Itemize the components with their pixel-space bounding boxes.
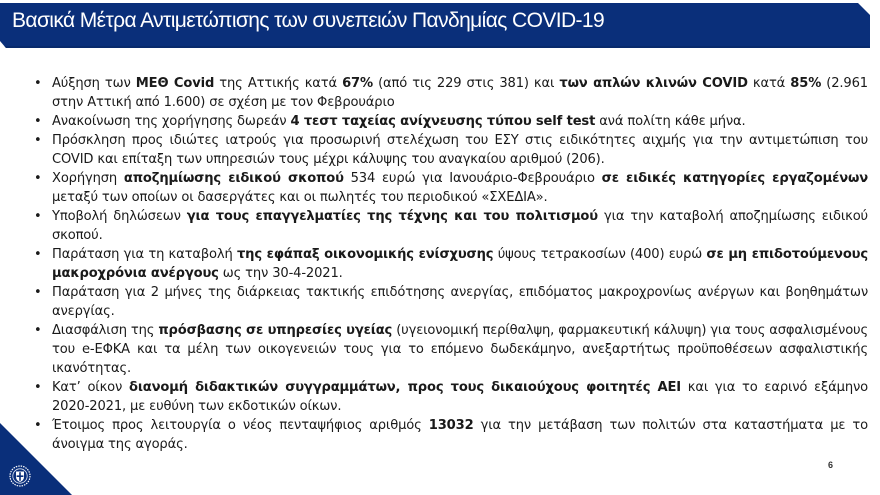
bullet-text: μεταξύ των οποίων οι δασεργάτες και οι πωλητές του περιοδικού «ΣΧΕΔΙΑ». [52,190,548,205]
bullet-text: Παράταση για 2 μήνες της διάρκειας τακτικής επιδότησης ανεργίας, επιδόματος μακροχρονίως ανέργων και βοηθημάτων ανεργίας. [52,285,868,319]
bullet-text: για την καταβολή αποζημίωσης ειδικού σκοπού. [52,209,868,243]
bullet-item [34,131,868,169]
bullet-item [34,378,868,416]
bullet-text: της Αττικής κατά [214,76,343,91]
bullet-text-bold: 4 τεστ ταχείας ανίχνευσης τύπου self test [290,114,596,129]
bullet-text-bold: ΜΕΘ Covid [135,76,215,91]
bullet-item [34,245,868,283]
bullet-text-bold: της εφάπαξ οικονομικής ενίσχυσης [236,247,494,262]
bullet-text: Πρόσκληση προς ιδιώτες ιατρούς για προσωρινή στελέχωση του ΕΣΥ στις ειδικότητες αιχμής για την αντιμετώπιση του COVID και επίταξη των υπηρεσιών τους μέχρι κάλυψης του αναγκαίου αριθμού (206). [52,133,868,167]
bullet-text-bold: 67% [342,76,373,91]
bullet-item [34,207,868,245]
bullet-text-bold: των απλών κλινών COVID [559,76,748,91]
page-number: 6 [827,460,833,470]
bullet-item [34,169,868,207]
bullet-item [34,283,868,321]
bullet-text: 534 ευρώ για Ιανουάριο-Φεβρουάριο [343,171,602,186]
bullet-text: (υγειονομική περίθαλψη, φαρμακευτική κάλυψη) για τους ασφαλισμένους του e-ΕΦΚΑ και τα μέλη των οικογενειών τους για το επόμενο δωδεκάμηνο, ανεξαρτήτως προϋποθέσεων ασφαλιστικής ικανότητας. [52,323,869,376]
bullet-dot-icon: • [34,418,42,433]
bullet-item [34,74,868,112]
bullet-text: ανά πολίτη κάθε μήνα. [595,114,746,129]
bullet-text: Χορήγηση [52,171,124,186]
bullet-text: και για το εαρινό εξάμηνο 2020-2021, με ευθύνη των εκδοτικών οίκων. [52,380,868,414]
bullet-text: Έτοιμος προς λειτουργία ο νέος πενταψήφιος αριθμός [52,418,429,433]
bullet-item [34,112,868,131]
bullet-text-bold: σε μη επιδοτούμενους μακροχρόνια ανέργους [52,247,868,281]
bullet-item [34,416,868,454]
bullet-dot-icon: • [34,247,42,262]
bullet-item [34,321,868,378]
bullet-list [34,74,868,454]
bullet-text: Διασφάλιση της [52,323,159,338]
bullet-text: κατά [747,76,791,91]
slide-content [34,74,868,454]
bullet-text: Ανακοίνωση της χορήγησης δωρεάν [52,114,291,129]
bullet-text: Κατ’ οίκον [52,380,129,395]
bullet-text: Υποβολή δηλώσεων [52,209,187,224]
bullet-text: (από τις 229 στις 381) και [372,76,560,91]
bullet-text: για την μετάβαση των πολιτών στα καταστήματα με το άνοιγμα της αγοράς. [52,418,868,452]
bullet-dot-icon: • [34,209,42,224]
bullet-dot-icon: • [34,380,42,395]
slide-title: Βασικά Μέτρα Αντιμετώπισης των συνεπειών Πανδημίας COVID-19 [12,9,605,32]
bullet-dot-icon: • [34,114,42,129]
bullet-dot-icon: • [34,171,42,186]
bullet-text-bold: για τους επαγγελματίες της τέχνης και του πολιτισμού [186,209,598,224]
bullet-dot-icon: • [34,323,42,338]
bullet-text-bold: πρόσβασης σε υπηρεσίες υγείας [158,323,393,338]
greek-coat-of-arms-icon [9,465,31,487]
bullet-text: Αύξηση των [52,76,136,91]
bullet-text: Παράταση για τη καταβολή [52,247,237,262]
bullet-dot-icon: • [34,133,42,148]
bullet-text-bold: διανομή διδακτικών συγγραμμάτων, προς τους δικαιούχους φοιτητές ΑΕΙ [128,380,681,395]
bullet-text-bold: αποζημίωσης ειδικού σκοπού [123,171,344,186]
bullet-dot-icon: • [34,285,42,300]
bullet-text: (2.961 στην Αττική από 1.600) σε σχέση με τον Φεβρουάριο [52,76,868,110]
bullet-text-bold: σε ειδικές κατηγορίες εργαζομένων [601,171,868,186]
bullet-text: ως την 30-4-2021. [218,266,343,281]
bullet-dot-icon: • [34,76,42,91]
bullet-text-bold: 13032 [428,418,474,433]
bullet-text: ύψους τετρακοσίων (400) ευρώ [493,247,707,262]
bullet-text-bold: 85% [790,76,822,91]
